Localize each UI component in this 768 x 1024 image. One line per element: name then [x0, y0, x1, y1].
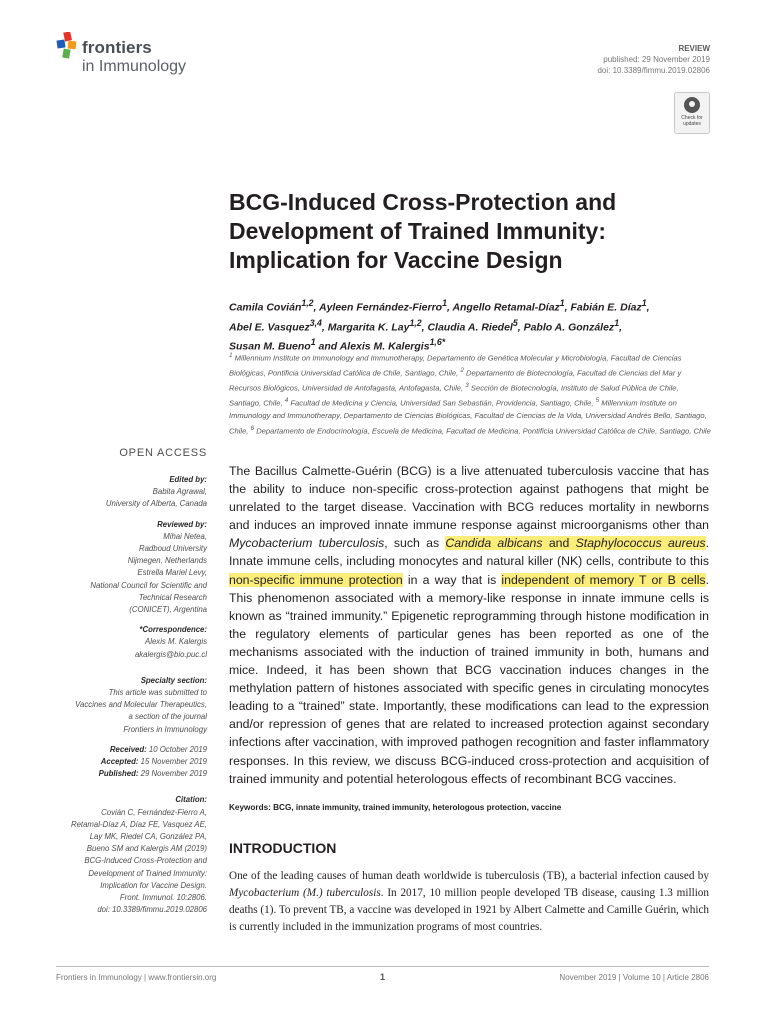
author-name[interactable]: Susan M. Bueno — [229, 340, 311, 353]
affiliation-text: Millennium Institute on Immunology and Immunotherapy, Departamento de Genética Molecular y Microbiología, Facultad de Ciencias Biológicas, Pontificia Universidad Católica de Chile, Santiago, Chile, — [229, 353, 682, 378]
author-affil-sup: 1 — [442, 298, 447, 308]
citation-doi-link[interactable]: doi: 10.3389/fimmu.2019.02806 — [97, 905, 207, 915]
affiliation-text: Millennium Institute on Immunology and Immunotherapy, Departamento de Ciencias Biológicas, Facultad de Ciencias de la Vida, Universidad Andrés Bello, Santiago, Chile, — [229, 398, 707, 436]
highlight[interactable]: Staphylococcus aureus — [575, 536, 706, 551]
journal-logo[interactable] — [56, 32, 226, 80]
abstract-text: . Innate immune cells, including monocytes and natural killer (NK) cells, contribute to this — [229, 536, 709, 569]
received-date: 10 October 2019 — [148, 744, 207, 754]
sidebar-line: Vaccines and Molecular Therapeutics, — [75, 700, 207, 710]
sidebar-line: Alexis M. Kalergis — [145, 637, 207, 647]
doi-link[interactable]: doi: 10.3389/fimmu.2019.02806 — [597, 66, 710, 75]
highlight[interactable]: independent of memory T or B cells — [501, 572, 706, 587]
reviewed-by-label: Reviewed by: — [157, 519, 207, 529]
author-affil-sup: 5 — [512, 317, 518, 328]
correspondence-label: *Correspondence: — [139, 625, 207, 635]
dates-section — [40, 744, 207, 781]
author-name[interactable]: Abel E. Vasquez — [229, 321, 310, 333]
sidebar-line: Front. Immunol. 10:2806. — [119, 893, 207, 903]
abstract-species: Mycobacterium tuberculosis — [229, 536, 385, 551]
received-label: Received: — [109, 744, 147, 754]
accepted-date: 15 November 2019 — [140, 757, 207, 767]
sidebar-line: University of Alberta, Canada — [105, 499, 207, 509]
published-row — [40, 768, 207, 780]
intro-species: Mycobacterium (M.) tuberculosis — [229, 887, 381, 899]
affiliation-text: Sección de Biotecnología, Instituto de Salud Pública de Chile, Santiago, Chile, — [229, 383, 679, 408]
author-list: Camila Covián$^{1,2}$, Ayleen Fernández-Fierro$^1$, Angello Retamal-Díaz$^1$, Fabián E. Díaz$^1$, Abel E. Vasquez$^{3,4}$, Margarita K. Lay$^{1,2}$, Claudia A. Riedel$^5$, Pablo A. González$^1$, Susan M. Bueno$^1$ and Alexis M. Kalergis$^{1,6*}$ — [229, 298, 650, 353]
logo-name: frontiers — [82, 38, 152, 57]
title-line: BCG-Induced Cross-Protection and — [229, 189, 617, 215]
affiliation-text: Departamento de Endocrinología, Escuela de Medicina, Facultad de Medicina, Pontificia Universidad Católica de Chile, Santiago, Chile — [256, 426, 711, 436]
sidebar-line: Covián C, Fernández-Fierro A, — [101, 807, 207, 817]
edited-by-label: Edited by: — [169, 475, 207, 484]
title-line: Implication for Vaccine Design — [229, 247, 563, 273]
footer-divider — [56, 966, 709, 967]
footer-issue: November 2019 | Volume 10 | Article 2806 — [559, 973, 709, 982]
sidebar-line: This article was submitted to — [108, 688, 207, 698]
highlight[interactable]: Candida albicans — [445, 536, 543, 551]
sidebar-line: (CONICET), Argentina — [129, 605, 207, 615]
section-heading: INTRODUCTION — [229, 840, 337, 856]
frontiers-logo-icon — [56, 32, 80, 60]
reviewed-by-section — [40, 519, 207, 617]
author-name[interactable]: Angello Retamal-Díaz — [452, 301, 560, 314]
page-number: 1 — [380, 972, 386, 982]
abstract — [229, 462, 709, 788]
author-affil-sup: 1 — [559, 298, 565, 308]
title-line: Development of Trained Immunity: — [229, 218, 606, 244]
sidebar-line: Lay MK, Riedel CA, González PA, — [89, 832, 207, 842]
correspondence-section — [40, 624, 207, 661]
sidebar-line: Estrella Mariel Levy, — [137, 568, 207, 578]
logo-journal: in Immunology — [82, 58, 187, 75]
author-name[interactable]: Fabián E. Díaz — [570, 301, 642, 314]
sidebar-line: BCG-Induced Cross-Protection and — [84, 856, 207, 866]
sidebar-line: Radboud University — [138, 544, 207, 554]
published-date: published: 29 November 2019 — [603, 55, 710, 64]
author-name[interactable]: Ayleen Fernández-Fierro — [318, 301, 443, 314]
sidebar-line: Mihai Netea, — [163, 531, 207, 541]
author-affil-sup: 1 — [310, 337, 316, 347]
affil-sup: 6 — [250, 424, 255, 432]
abstract-text: , such as — [384, 536, 440, 551]
keywords — [229, 803, 709, 812]
specialty-label: Specialty section: — [140, 675, 207, 685]
abstract-text: . This phenomenon associated with a memory-like response in innate immune cells is known as “trained immunity.” Epigenetic reprogramming through histone modification in the regulatory elements of particular genes has been reported as one of the mechanisms associated with the induction of trained immunity in both, humans and mice. Indeed, it has been shown that BCG vaccination induces changes in the methylation pattern of histones associated with specific genes in circulating monocytes leading to a “trained” state. Importantly, these modifications can lead to the expression and/or repression of genes that are related to increased protection against secondary infections after vaccination, with improved pathogen recognition and faster inflammatory responses. In this review, we discuss BCG-induced cross-protection and acquisition of trained immunity and potential heterologous effects of recombinant BCG vaccines. — [229, 572, 709, 786]
author-conjunction: and — [318, 340, 338, 353]
affil-sup: 2 — [460, 367, 464, 375]
author-name[interactable]: Camila Covián — [229, 301, 302, 314]
author-affil-sup: 1 — [641, 298, 647, 308]
intro-text: . In 2017, 10 million people developed TB disease, causing 1.3 million deaths (1). To prevent TB, a vaccine was developed in 1921 by Albert Calmette and Camille Guérin, which is currently included in the immunization programs of most countries. — [229, 887, 709, 933]
affil-sup: 3 — [465, 382, 469, 390]
keywords-text: BCG, innate immunity, trained immunity, heterologous protection, vaccine — [273, 803, 562, 812]
keywords-label: Keywords: — [229, 803, 271, 812]
highlight[interactable]: non-specific immune protection — [229, 572, 403, 587]
author-affil-sup: 1,6* — [429, 337, 446, 347]
abstract-text: The Bacillus Calmette-Guérin (BCG) is a live attenuated tuberculosis vaccine that has the ability to induce non-specific cross-protection against pathogens that might be unrelated to the target disease. Vaccination with BCG reduces mortality in newborns and induces an improved innate immune response against microorganisms other than — [229, 464, 709, 533]
author-name[interactable]: Claudia A. Riedel — [427, 321, 513, 333]
sidebar-line: Frontiers in Immunology — [123, 724, 207, 734]
affiliation-text: Facultad de Medicina y Ciencia, Universidad San Sebastián, Providencia, Santiago, Chile, — [290, 398, 594, 408]
correspondence-email-link[interactable]: akalergis@bio.puc.cl — [134, 649, 207, 659]
author-name[interactable]: Pablo A. González — [523, 321, 615, 333]
author-name[interactable]: Margarita K. Lay — [327, 321, 410, 333]
affil-sup: 5 — [595, 397, 600, 405]
published-label: Published: — [98, 769, 139, 779]
sidebar-line: Technical Research — [138, 592, 207, 602]
accepted-label: Accepted: — [100, 757, 139, 767]
sidebar-line: National Council for Scientific and — [90, 580, 207, 590]
highlight[interactable]: and — [548, 536, 570, 551]
article-type: REVIEW — [678, 44, 710, 53]
sidebar-line: Bueno SM and Kalergis AM (2019) — [86, 844, 207, 854]
sidebar-line: Nijmegen, Netherlands — [127, 556, 207, 566]
affil-sup: 4 — [284, 397, 289, 405]
sidebar-line: a section of the journal — [128, 712, 207, 722]
author-affil-sup: 1 — [614, 317, 620, 328]
citation-label: Citation: — [175, 795, 207, 805]
affil-sup: 1 — [229, 352, 233, 359]
affiliations — [229, 350, 711, 438]
author-name[interactable]: Alexis M. Kalergis — [339, 340, 430, 353]
author-affil-sup: 3,4 — [309, 317, 322, 328]
accepted-row — [40, 756, 207, 768]
check-updates-icon — [684, 97, 700, 113]
article-title — [229, 188, 709, 275]
sidebar-line: Implication for Vaccine Design. — [100, 880, 207, 890]
sidebar-line: Development of Trained Immunity: — [88, 868, 207, 878]
affiliation-text: Departamento de Biotecnología, Facultad de Ciencias del Mar y Recursos Biológicos, Universidad de Antofagasta, Antofagasta, Chile, — [229, 368, 682, 393]
sidebar-line: Retamal-Díaz A, Díaz FE, Vasquez AE, — [70, 819, 207, 829]
citation-section — [40, 794, 207, 916]
open-access-label: OPEN ACCESS — [119, 447, 207, 459]
specialty-section — [40, 675, 207, 736]
abstract-text: in a way that is — [407, 572, 497, 587]
author-affil-sup: 1,2 — [301, 298, 314, 308]
article-info-sidebar — [40, 474, 207, 925]
author-affil-sup: 1,2 — [409, 317, 422, 328]
intro-text: One of the leading causes of human death worldwide is tuberculosis (TB), a bacterial infection caused by — [229, 870, 709, 882]
footer-journal-link[interactable]: Frontiers in Immunology | www.frontiersin.org — [56, 973, 217, 982]
check-for-updates-button[interactable] — [674, 92, 710, 134]
intro-paragraph — [229, 868, 709, 936]
sidebar-line: Babita Agrawal, — [152, 487, 207, 497]
received-row — [40, 744, 207, 756]
edited-by-section — [40, 474, 207, 511]
published-date-sidebar: 29 November 2019 — [140, 769, 207, 779]
check-updates-label: Check for updates — [681, 115, 703, 127]
